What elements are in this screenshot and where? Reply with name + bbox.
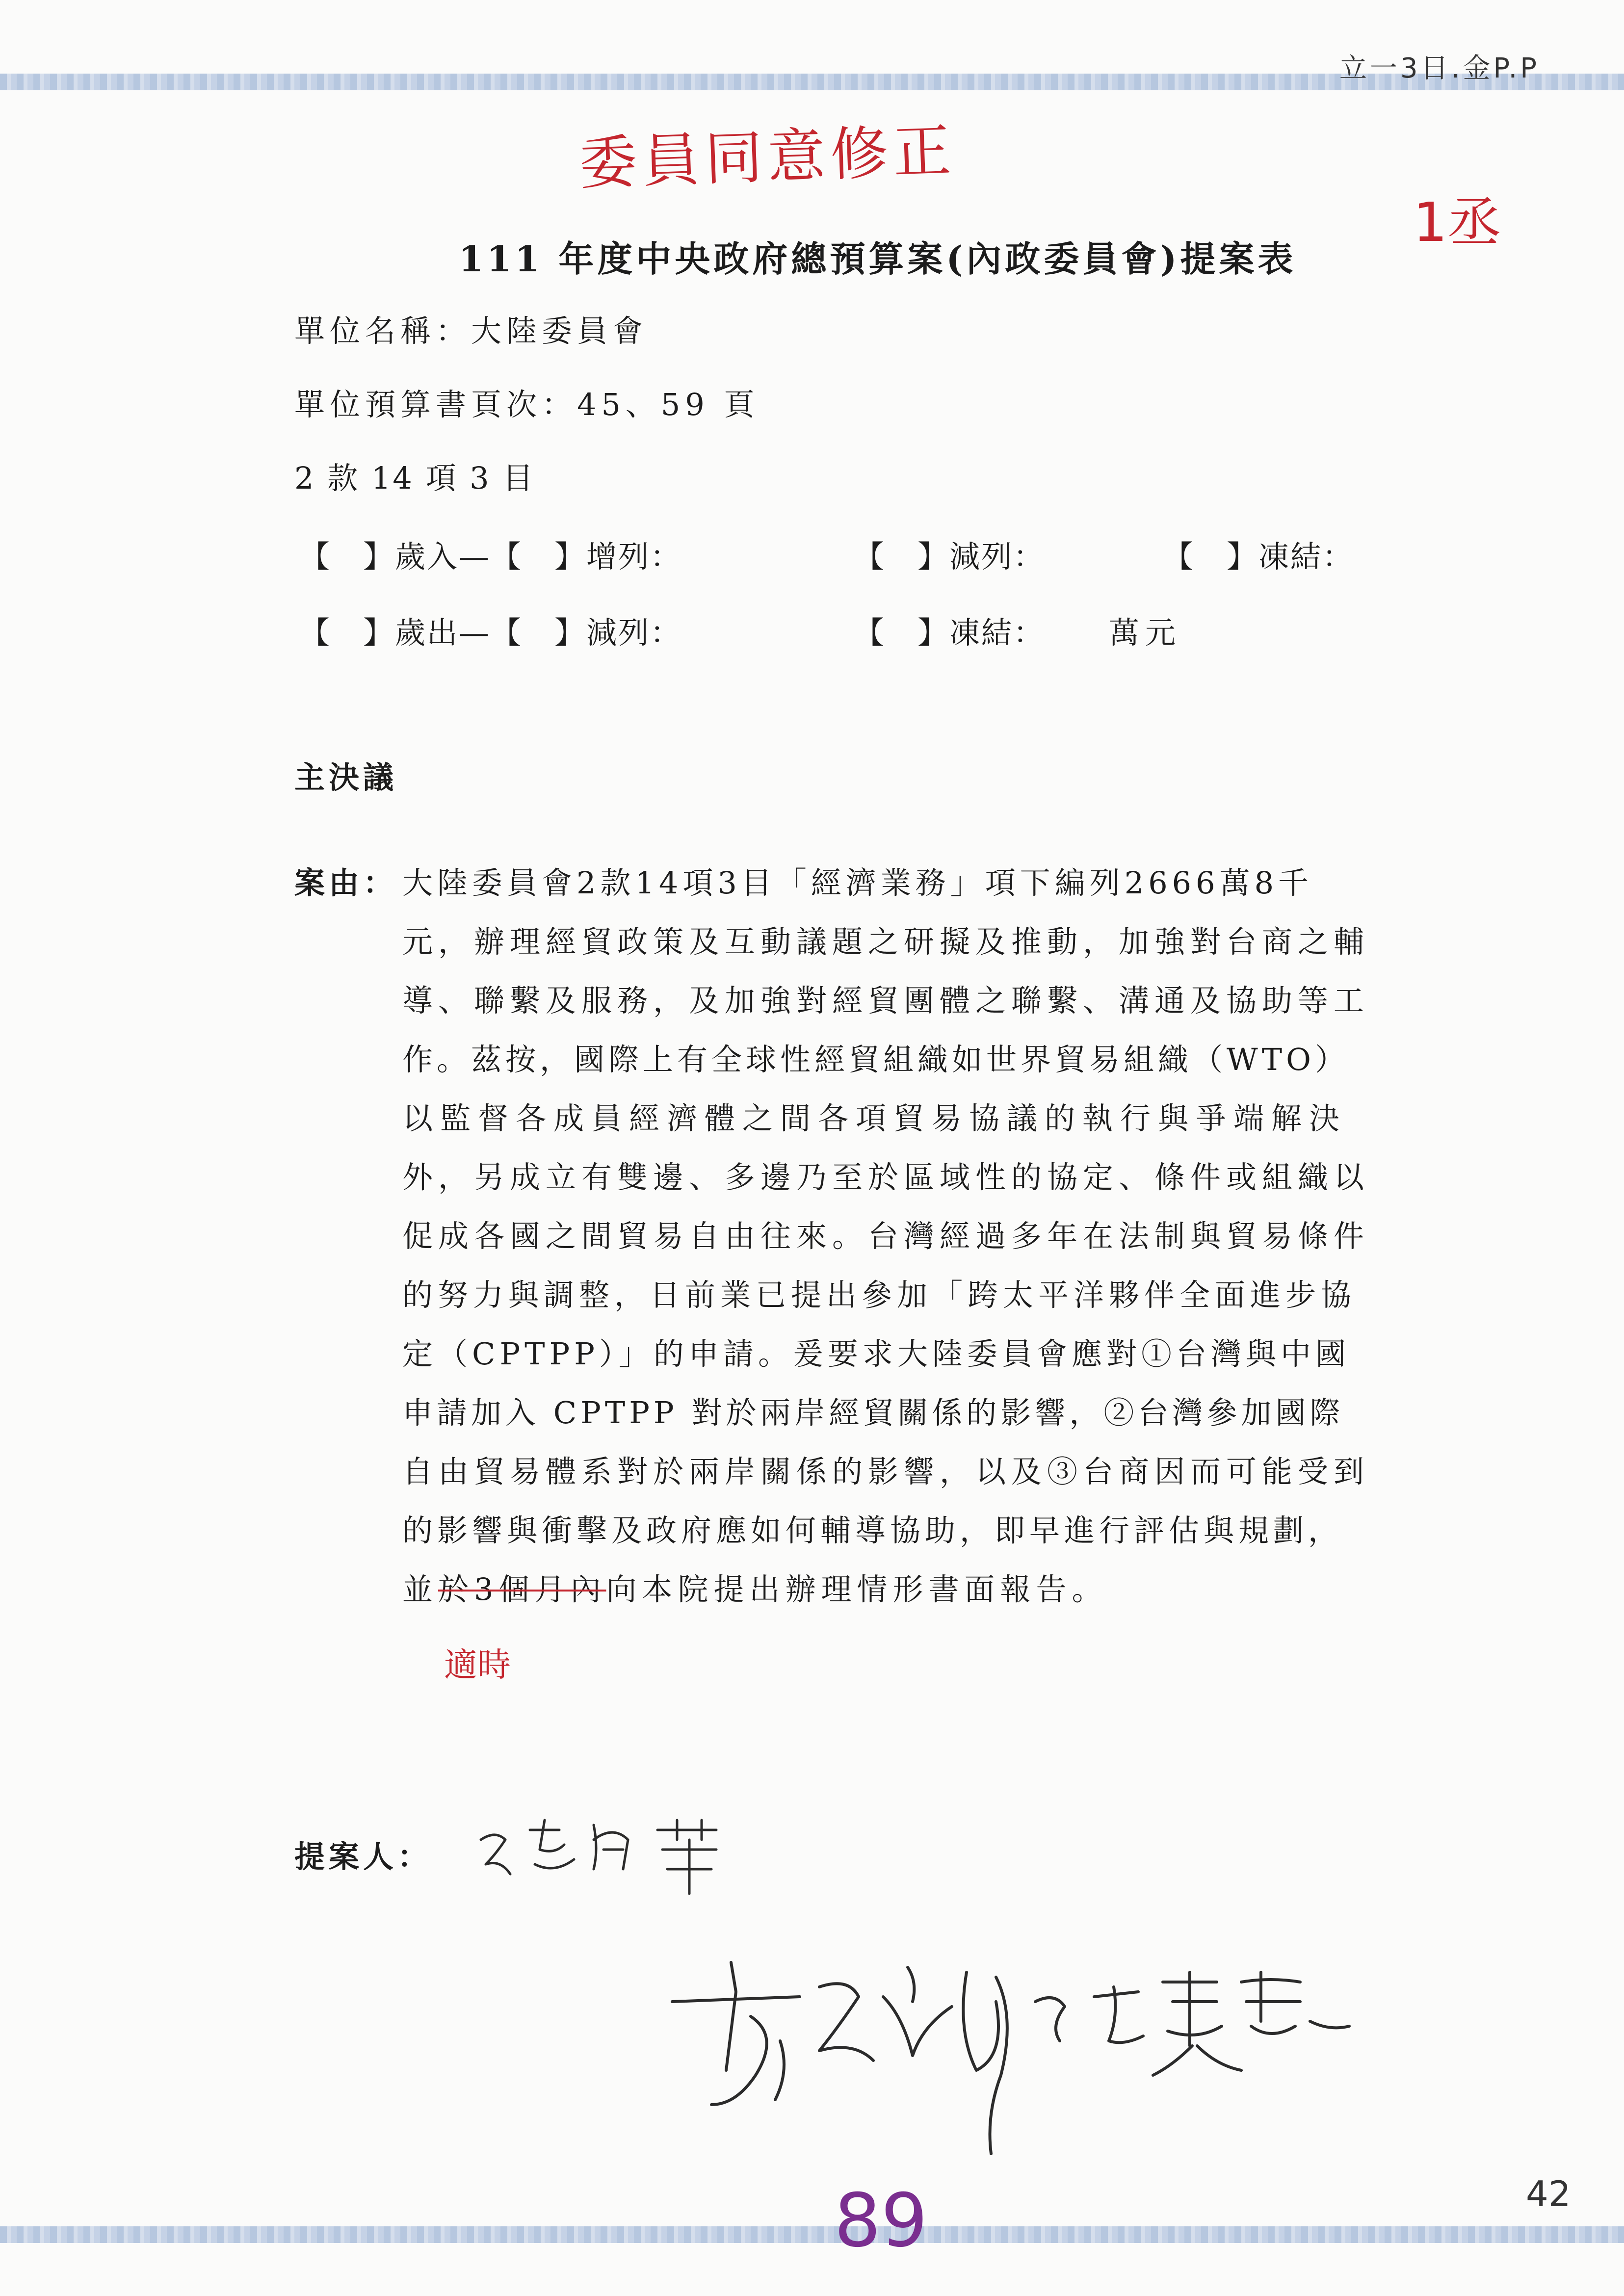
case-line: 導、聯繫及服務，及加強對經貿團體之聯繫、溝通及協助等工	[402, 983, 1370, 1018]
signature-cosigners	[653, 1943, 1487, 2173]
case-line: 的努力與調整，日前業已提出參加「跨太平洋夥伴全面進步協	[402, 1277, 1357, 1313]
case-line: 作。茲按，國際上有全球性經貿組織如世界貿易組織（WTO）	[402, 1042, 1349, 1077]
case-line: 的影響與衝擊及政府應如何輔導協助，即早進行評估與規劃，	[402, 1513, 1343, 1548]
case-line: 促成各國之間貿易自由往來。台灣經過多年在法制與貿易條件	[402, 1218, 1370, 1254]
case-line-last	[402, 1565, 1107, 1609]
revenue-freeze: 【 】凍結：	[1163, 539, 1355, 574]
approval-annotation: 委員同意修正	[578, 116, 957, 198]
struck-text: 於3個月內	[438, 1571, 606, 1607]
header-stamp: 立一3日.金P.P	[1339, 52, 1540, 84]
case-label: 案由：	[294, 865, 398, 901]
case-line: 自由貿易體系對於兩岸關係的影響，以及③台商因而可能受到	[402, 1454, 1370, 1489]
corner-annotation: 1丞	[1413, 191, 1501, 254]
revenue-increase: 【 】歲入—【 】增列：	[299, 539, 682, 574]
case-line: 以監督各成員經濟體之間各項貿易協議的執行與爭端解決	[402, 1100, 1347, 1136]
amount-unit: 萬元	[1109, 615, 1182, 651]
expenditure-freeze: 【 】凍結：	[854, 615, 1046, 651]
expenditure-decrease: 【 】歲出—【 】減列：	[299, 615, 682, 651]
page-number-handwritten: 89	[834, 2178, 928, 2264]
page-number-corner: 42	[1526, 2173, 1571, 2215]
main-resolution-label: 主決議	[294, 759, 398, 795]
scan-band-bottom	[0, 2226, 1624, 2243]
case-line: 申請加入 CPTPP 對於兩岸經貿關係的影響，②台灣參加國際	[402, 1395, 1344, 1431]
case-line: 元，辦理經貿政策及互動議題之研擬及推動，加強對台商之輔	[402, 924, 1370, 960]
last-line-rest: 向本院提出辦理情形書面報告。	[606, 1571, 1108, 1607]
signature-first	[471, 1810, 790, 1904]
page-title: 111 年度中央政府總預算案(內政委員會)提案表	[459, 238, 1297, 280]
proposer-label: 提案人：	[294, 1839, 432, 1875]
last-line-prefix: 並	[402, 1571, 439, 1607]
case-line: 外，另成立有雙邊、多邊乃至於區域性的協定、條件或組織以	[402, 1159, 1370, 1195]
revenue-decrease: 【 】減列：	[854, 539, 1046, 574]
budget-page: 單位預算書頁次：45、59 頁	[294, 387, 760, 422]
case-line: 定（CPTPP）」的申請。爰要求大陸委員會應對①台灣與中國	[402, 1336, 1350, 1372]
case-line: 大陸委員會2款14項3目「經濟業務」項下編列2666萬8千	[402, 865, 1313, 901]
budget-item: 2 款 14 項 3 目	[294, 460, 535, 496]
handwritten-insert: 適時	[444, 1646, 511, 1685]
unit-name: 單位名稱：大陸委員會	[294, 313, 648, 349]
